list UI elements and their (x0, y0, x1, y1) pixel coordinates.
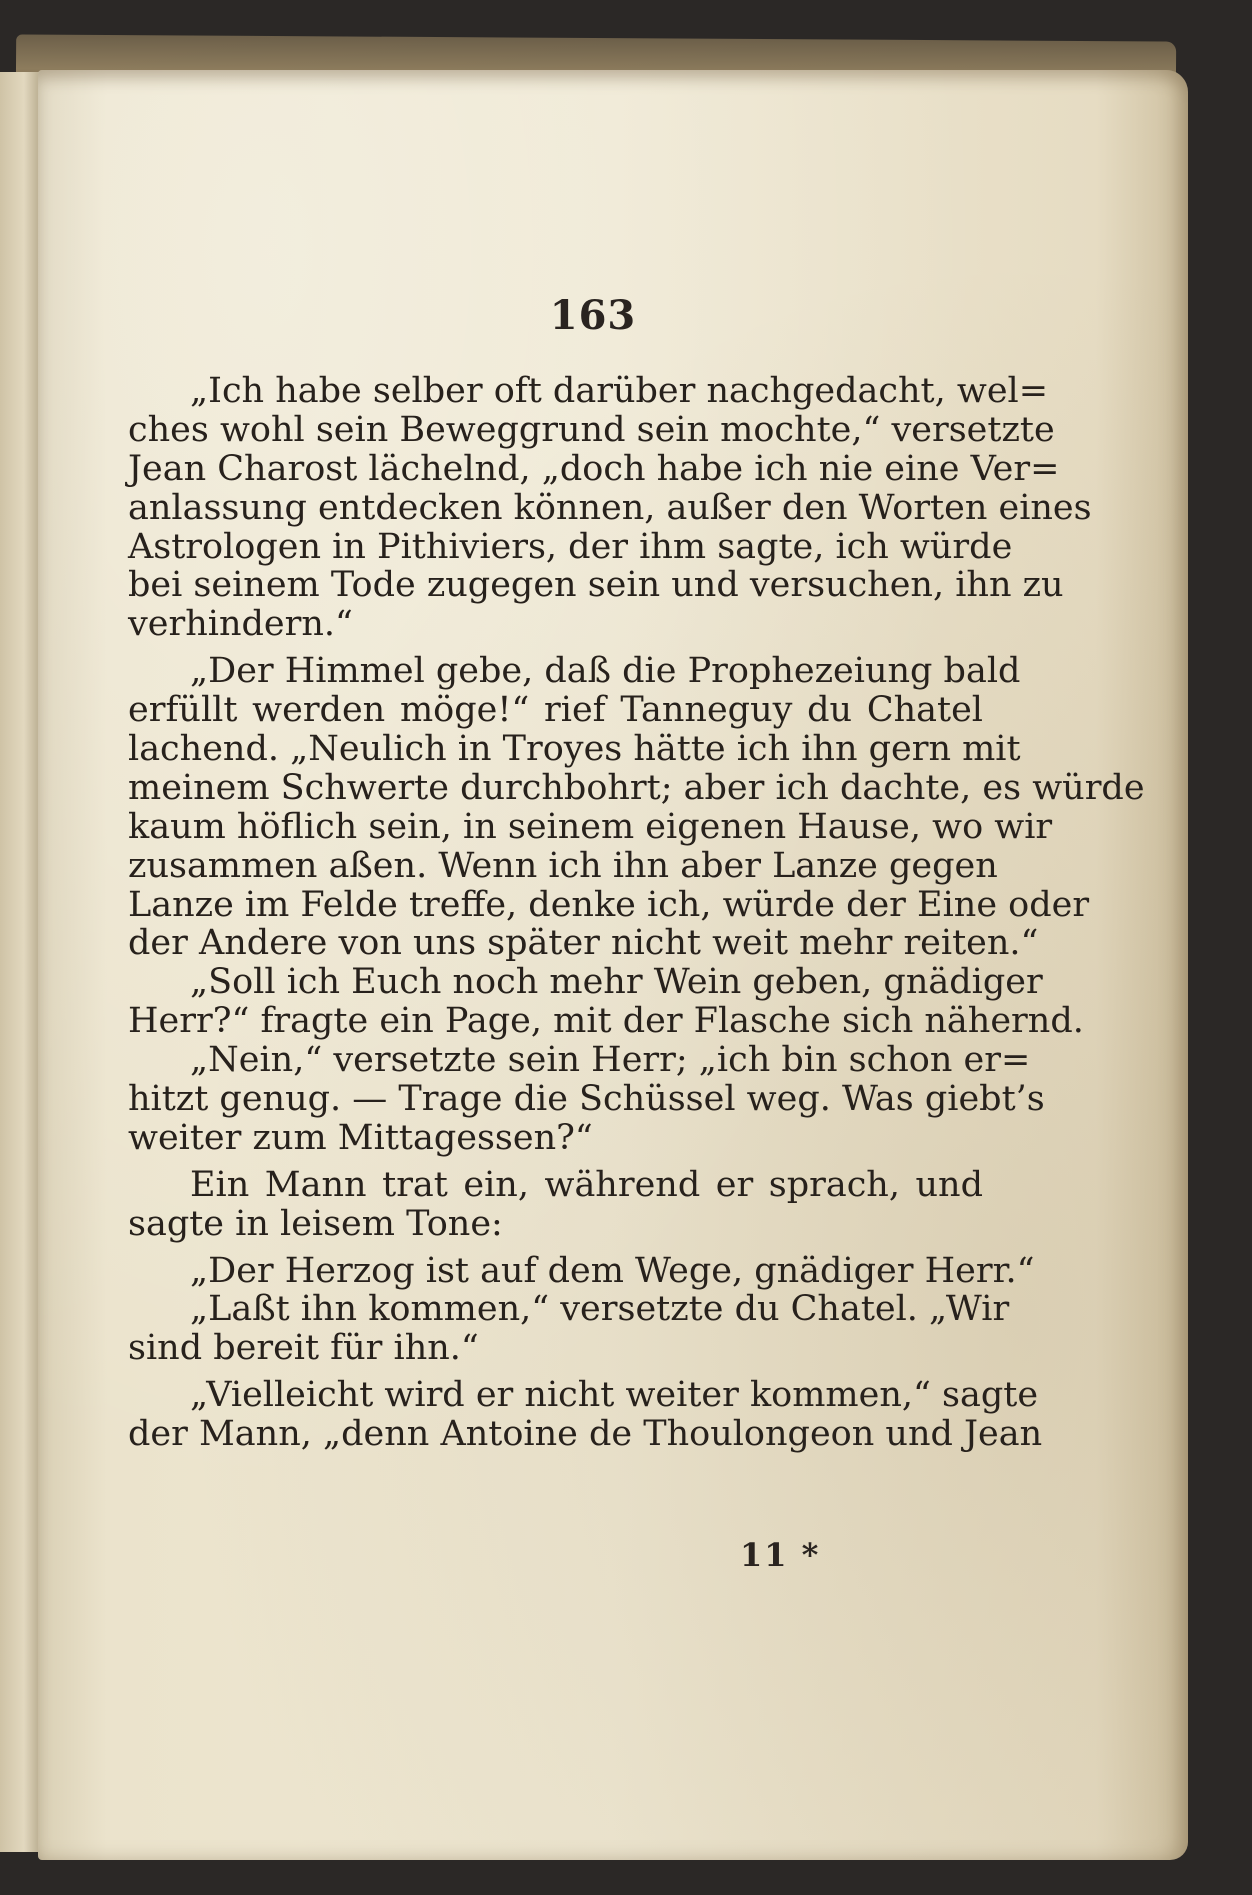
text-line: sind bereit für ihn.“ (128, 1328, 479, 1369)
text-line: „Der Himmel gebe, daß die Prophezeiung bald (190, 651, 1021, 692)
text-line: der Andere von uns später nicht weit mehr reiten.“ (128, 923, 1039, 964)
text-line: hitzt genug. — Trage die Schüssel weg. Was giebt’s (128, 1079, 1045, 1120)
left-page-edge (0, 72, 40, 1852)
text-line: bei seinem Tode zugegen sein und versuchen, ihn zu (128, 565, 1064, 606)
text-line: erfüllt werden möge!“ rief Tanneguy du Chatel (128, 690, 983, 731)
text-line: „Laßt ihn kommen,“ versetzte du Chatel. „Wir (190, 1289, 1010, 1330)
text-line: zusammen aßen. Wenn ich ihn aber Lanze gegen (128, 845, 998, 886)
text-line: Astrologen in Pithiviers, der ihm sagte, ich würde (128, 526, 1013, 567)
text-line: lachend. „Neulich in Troyes hätte ich ihn gern mit (128, 729, 1021, 770)
text-line: Lanze im Felde treffe, denke ich, würde der Eine oder (128, 884, 1090, 925)
text-line: verhindern.“ (128, 604, 353, 645)
text-line: Jean Charost lächelnd, „doch habe ich nie eine Ver= (128, 448, 1060, 489)
page-number: 163 (549, 292, 637, 339)
text-line: ches wohl sein Beweggrund sein mochte,“ versetzte (128, 409, 1055, 450)
page-text (128, 371, 1145, 1455)
text-line: weiter zum Mittagessen?“ (128, 1117, 593, 1158)
text-line: „Vielleicht wird er nicht weiter kommen,“ sagte (190, 1375, 1039, 1416)
text-line: „Soll ich Euch noch mehr Wein geben, gnädiger (190, 962, 1043, 1003)
text-line: „Nein,“ versetzte sein Herr; „ich bin schon er= (190, 1040, 1031, 1081)
text-line: „Ich habe selber oft darüber nachgedacht, wel= (190, 371, 1049, 411)
text-line: Herr?“ fragte ein Page, mit der Flasche sich nähernd. (128, 1001, 1084, 1042)
text-line: meinem Schwerte durchbohrt; aber ich dachte, es würde (128, 767, 1145, 808)
book-page (38, 70, 1188, 1860)
text-line: Ein Mann trat ein, während er sprach, und (190, 1164, 983, 1205)
text-line: kaum höflich sein, in seinem eigenen Hause, wo wir (128, 806, 1053, 847)
text-line: anlassung entdecken können, außer den Worten eines (128, 487, 1092, 528)
signature-mark: 11 * (740, 1536, 821, 1574)
text-line: der Mann, „denn Antoine de Thoulongeon und Jean (128, 1414, 1043, 1455)
text-line: sagte in leisem Tone: (128, 1203, 503, 1244)
text-line: „Der Herzog ist auf dem Wege, gnädiger Herr.“ (190, 1250, 1035, 1291)
